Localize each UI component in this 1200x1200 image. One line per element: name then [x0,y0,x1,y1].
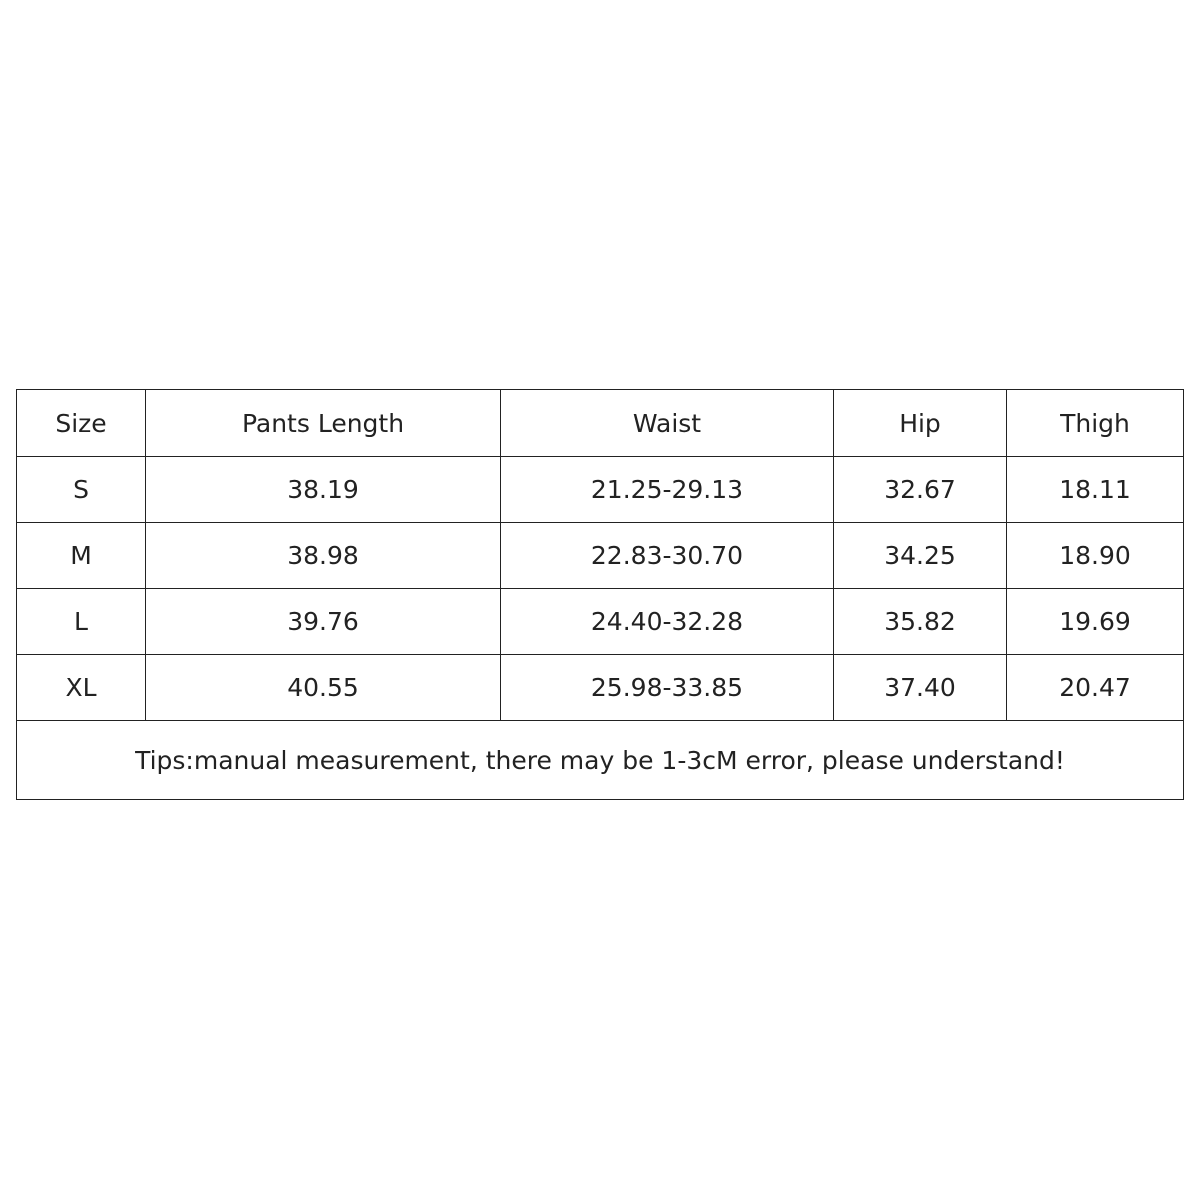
tips-row [17,721,1184,800]
cell-size: XL [17,655,146,721]
cell-waist: 22.83-30.70 [501,523,834,589]
header-row [17,390,1184,457]
cell-thigh: 18.90 [1007,523,1184,589]
table-row [17,457,1184,523]
cell-hip: 34.25 [834,523,1007,589]
cell-thigh: 20.47 [1007,655,1184,721]
cell-waist: 21.25-29.13 [501,457,834,523]
table-row [17,589,1184,655]
size-chart-table [16,389,1184,800]
cell-thigh: 18.11 [1007,457,1184,523]
header-waist: Waist [501,390,834,457]
cell-size: M [17,523,146,589]
header-pants-length: Pants Length [146,390,501,457]
header-size: Size [17,390,146,457]
table-row [17,523,1184,589]
cell-hip: 35.82 [834,589,1007,655]
cell-waist: 24.40-32.28 [501,589,834,655]
cell-thigh: 19.69 [1007,589,1184,655]
cell-waist: 25.98-33.85 [501,655,834,721]
cell-pants-length: 40.55 [146,655,501,721]
header-thigh: Thigh [1007,390,1184,457]
table-row [17,655,1184,721]
cell-size: L [17,589,146,655]
tips-note: Tips:manual measurement, there may be 1-3cM error, please understand! [17,721,1184,800]
cell-pants-length: 38.19 [146,457,501,523]
cell-pants-length: 39.76 [146,589,501,655]
cell-size: S [17,457,146,523]
cell-hip: 37.40 [834,655,1007,721]
cell-pants-length: 38.98 [146,523,501,589]
cell-hip: 32.67 [834,457,1007,523]
header-hip: Hip [834,390,1007,457]
